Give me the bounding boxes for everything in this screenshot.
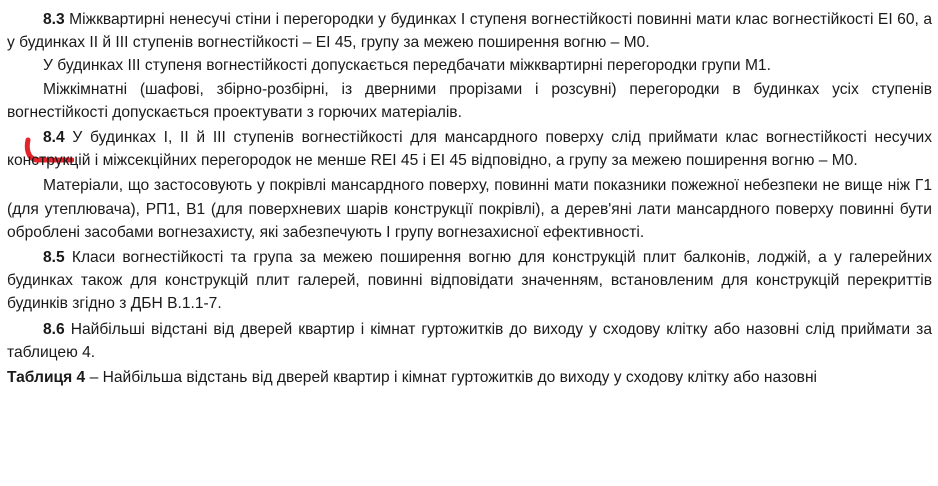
paragraph-8-5	[7, 246, 932, 316]
clause-text: Матеріали, що застосовують у покрівлі мансардного поверху, повинні мати показники пожежної небезпеки не вище ніж Г1 (для утеплювача), РП1, В1 (для поверхневих шарів конструкції покрівлі), а дерев'яні лати мансардного поверху повинні бути оброблені засобами вогнезахисту, які забезпечують I групу вогнезахисної ефективності.	[7, 177, 932, 241]
clause-number: 8.3	[43, 11, 65, 28]
paragraph-8-6	[7, 318, 932, 364]
paragraph-8-3-note-2	[7, 78, 932, 124]
clause-text: Міжкімнатні (шафові, збірно-розбірні, із дверними прорізами і розсувні) перегородки в будинках усіх ступенів вогнестійкості допускається проектувати з горючих матеріалів.	[7, 80, 932, 121]
clause-number: 8.5	[43, 249, 65, 267]
table-caption-text: – Найбільша відстань від дверей квартир і кімнат гуртожитків до виходу у сходову клітку або назовні	[85, 369, 818, 387]
clause-text: Класи вогнестійкості та група за межею поширення вогню для конструкцій плит балконів, лоджій, а у галерейних будинках також для конструкцій плит галерей, повинні відповідати значенням, встановленим для конструкцій перекриттів будинків згідно з ДБН В.1.1-7.	[7, 249, 932, 313]
paragraph-8-4-materials	[7, 174, 932, 244]
clause-text: У будинках I, II й III ступенів вогнестійкості для мансардного поверху слід приймати клас вогнестійкості несучих конструкцій і міжсекційних перегородок не менше REI 45 і EI 45 відповідно, а групу за межею поширення вогню – М0.	[7, 129, 932, 170]
table-caption	[7, 366, 932, 389]
clause-text: У будинках III ступеня вогнестійкості допускається передбачати міжквартирні перегородки групи М1.	[43, 57, 771, 75]
paragraph-8-3-note-1	[7, 54, 932, 77]
table-caption-label: Таблиця 4	[7, 369, 86, 387]
document-body	[7, 8, 932, 389]
clause-number: 8.4	[43, 129, 65, 147]
clause-number: 8.6	[43, 320, 65, 338]
paragraph-8-3	[7, 8, 932, 54]
clause-text: Найбільші відстані від дверей квартир і кімнат гуртожитків до виходу у сходову клітку або назовні слід приймати за таблицею 4.	[7, 320, 932, 361]
paragraph-8-4	[7, 126, 932, 172]
clause-text: Міжквартирні ненесучі стіни і перегородки у будинках I ступеня вогнестійкості повинні мати клас вогнестійкості EI 60, а у будинках II й III ступенів вогнестійкості – EI 45, групу за межею поширення вогню – М0.	[7, 11, 932, 52]
